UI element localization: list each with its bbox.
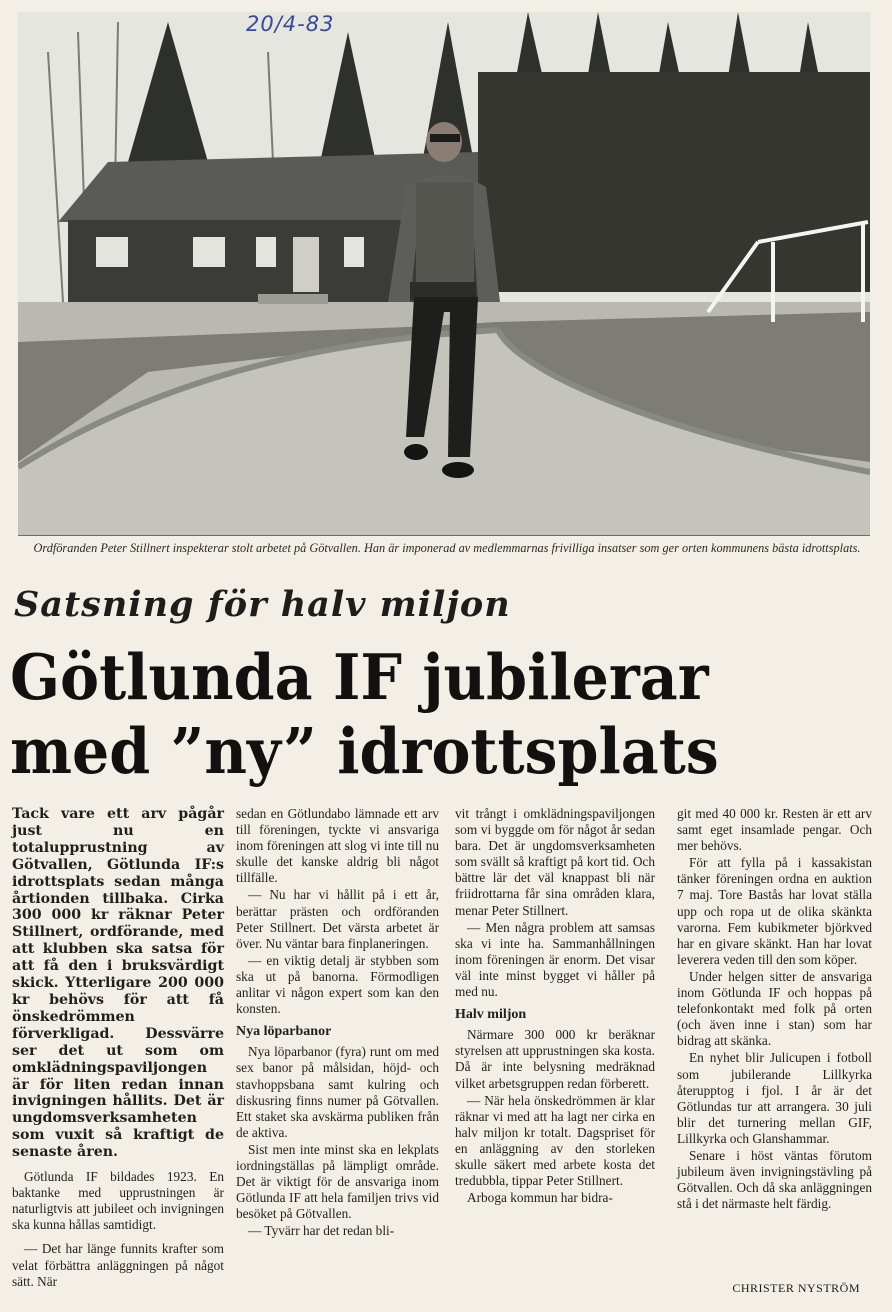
photo-caption: Ordföranden Peter Stillnert inspekterar stolt arbetet på Götvallen. Han är imponerad av medlemmarnas frivilliga insatser som ger orten kommunens bästa idrottsplats.: [33, 541, 861, 555]
paragraph: — Men några problem att samsas ska vi inte ha. Sammanhållningen inom föreningen är enorm. Det visar väl inte minst bygget vi håller på med nu.: [455, 919, 655, 1000]
paragraph: git med 40 000 kr. Resten är ett arv samt eget insamlade pengar. Och mer behövs.: [677, 806, 872, 854]
column-2: [236, 806, 439, 1239]
paragraph: Götlunda IF bildades 1923. En baktanke med upprustningen är naturligtvis att jubileet och invigningen ska kunna hållas samtidigt.: [12, 1169, 224, 1233]
column-4: [677, 806, 872, 1212]
column-1: [12, 806, 224, 1290]
paragraph: För att fylla på i kassakistan tänker föreningen ordna en auktion 7 maj. Tore Bastås har lovat ställa upp och ropa ut de olika skänkta varorna. Fem kubikmeter björkved har en givare skänkt. Han har lovat leverera veden till den som köper.: [677, 855, 872, 967]
paragraph: — en viktig detalj är stybben som ska ut på banorna. Förmodligen anlitar vi någon expert som kan den konsten.: [236, 952, 439, 1017]
paragraph: Arboga kommun har bidra-: [467, 1190, 613, 1206]
paragraph: — Nu har vi hållit på i ett år, berättar prästen och ordföranden Peter Stillnert. Det värsta arbetet är över. Nu väntar bara finplaneringen.: [236, 887, 439, 951]
paragraph: Sist men inte minst ska en lekplats iordningställas på lämpligt område. Det är viktigt för de ansvariga inom Götlunda IF att hela familjen trivs vid besöket på Götvallen.: [236, 1141, 439, 1222]
paragraph: — Det har länge funnits krafter som velat förbättra anläggningen på något sätt. När: [12, 1241, 224, 1289]
article-photo: [18, 12, 870, 536]
subheading: Halv miljon: [455, 1007, 527, 1023]
kicker: Satsning för halv miljon: [14, 584, 511, 625]
paragraph: sedan en Götlundabo lämnade ett arv till föreningen, tyckte vi ansvariga inom föreningen att slog vi inte till nu skulle det kanske aldrig bli något tillfälle.: [236, 806, 439, 886]
column-3: [455, 806, 655, 1206]
subheading: Nya löparbanor: [236, 1024, 332, 1040]
byline: CHRISTER NYSTRÖM: [732, 1281, 860, 1295]
paragraph: — Tyvärr har det redan bli-: [248, 1223, 395, 1239]
paragraph: En nyhet blir Julicupen i fotboll som jubilerande Lillkyrka återupptog i fjol. I år är det Götlundas tur att arrangera. 30 juli blir det turnering mellan GIF, Lillkyrka och Glanshammar.: [677, 1050, 872, 1146]
paragraph: Nya löparbanor (fyra) runt om med sex banor på målsidan, höjd- och stavhoppsbana samt kulring och diskusring finns numer på Götvallen. Ett staket ska avskärma publiken från de aktiva.: [236, 1044, 439, 1140]
photo-illustration: [18, 12, 870, 535]
paragraph: — När hela önskedrömmen är klar räknar vi med att ha lagt ner cirka en halv miljon kr totalt. Dagspriset för en anläggning av den storleken skulle säkert med arbete kosta det tredubbla, tippar Peter Stillnert.: [455, 1092, 655, 1189]
paragraph: vit trångt i omklädningspaviljongen som vi byggde om för något år sedan bara. Det är ungdomsverksamheten som svällt så kraftigt på kort tid. Och bättre lär det väl knappast bli när friidrottarna får sina områden klara, menar Peter Stillnert.: [455, 806, 655, 918]
ingress: Tack vare ett arv pågår just nu en totalupprustning av Götvallen, Götlunda IF:s idrottsplats sedan många årtionden tillbaka. Cirka 300 000 kr räknar Peter Stillnert, ordförande, med att klubben ska satsa för att få den i bruksvärdigt skick. Ytterligare 200 000 kr behövs för att få önskedrömmen förverkligad. Dessvärre ser det ut som om omklädningspaviljongen är för liten redan innan invigningen hållits. Det är ungdomsverksamheten som vuxit så kraftigt de senaste åren.: [12, 806, 224, 1161]
paragraph: Under helgen sitter de ansvariga inom Götlunda IF och hoppas på telefonkontakt med folk på orten (och även inne i stan) som har bidrag att skänka.: [677, 968, 872, 1049]
handwritten-date: 20/4-83: [246, 12, 335, 36]
paragraph: Närmare 300 000 kr beräknar styrelsen att upprustningen ska kosta. Då är inte belysning medräknad vilket arbetsgruppen redan förberett.: [455, 1027, 655, 1091]
paragraph: Senare i höst väntas förutom jubileum även invigningstävling på Götvallen. Och då ska anläggningen stå i det närmaste helt färdig.: [677, 1147, 872, 1212]
headline: Götlunda IF jubilerar med ”ny” idrottsplats: [10, 640, 719, 788]
